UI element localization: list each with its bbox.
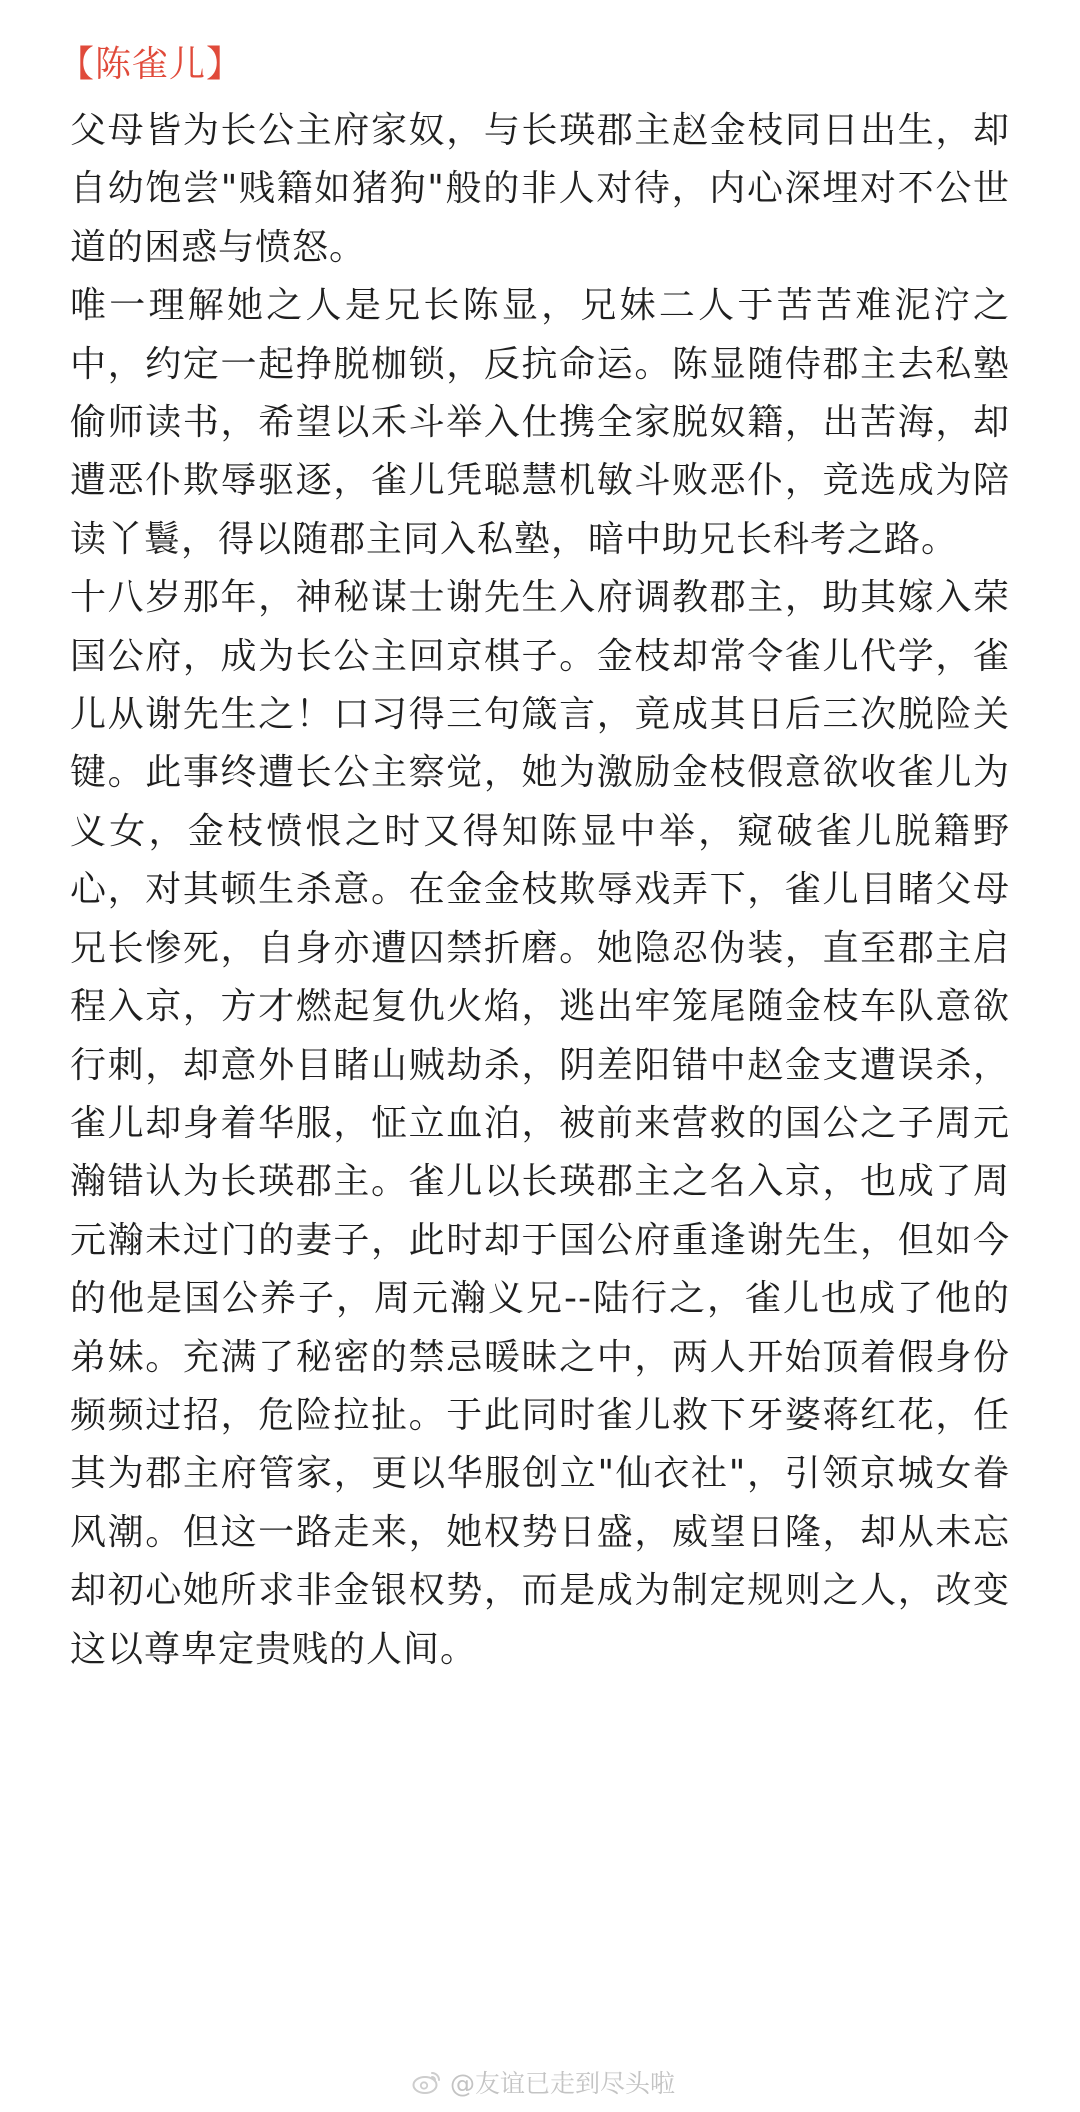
- watermark-text: @友谊已走到尽头啦: [450, 2069, 676, 2098]
- weibo-watermark: [412, 2066, 675, 2098]
- paragraph-2: 唯一理解她之人是兄长陈显，兄妹二人于苦苦难泥泞之中，约定一起挣脱枷锁，反抗命运。陈显随侍郡主去私塾偷师读书，希望以禾斗举入仕携全家脱奴籍，出苦海，却遭恶仆欺辱驱逐，雀儿凭聪慧机敏斗败恶仆，竞选成为陪读丫鬟，得以随郡主同入私塾，暗中助兄长科考之路。: [70, 285, 1010, 560]
- paragraph-1: 父母皆为长公主府家奴，与长瑛郡主赵金枝同日出生，却自幼饱尝"贱籍如猪狗"般的非人对待，内心深埋对不公世道的困惑与愤怒。: [70, 110, 1010, 268]
- section-title: 【陈雀儿】: [58, 44, 244, 85]
- article: [58, 40, 1010, 1679]
- paragraph-3: 十八岁那年，神秘谋士谢先生入府调教郡主，助其嫁入荣国公府，成为长公主回京棋子。金枝却常令雀儿代学，雀儿从谢先生之！口习得三句箴言，竟成其日后三次脱险关键。此事终遭长公主察觉，她为激励金枝假意欲收雀儿为义女，金枝愤恨之时又得知陈显中举，窥破雀儿脱籍野心，对其顿生杀意。在金金枝欺辱戏弄下，雀儿目睹父母兄长惨死，自身亦遭囚禁折磨。她隐忍伪装，直至郡主启程入京，方才燃起复仇火焰，逃出牢笼尾随金枝车队意欲行刺，却意外目睹山贼劫杀，阴差阳错中赵金支遭误杀，雀儿却身着华服，怔立血泊，被前来营救的国公之子周元瀚错认为长瑛郡主。雀儿以长瑛郡主之名入京，也成了周元瀚未过门的妻子，此时却于国公府重逢谢先生，但如今的他是国公养子，周元瀚义兄--陆行之，雀儿也成了他的弟妹。充满了秘密的禁忌暖昧之中，两人开始顶着假身份频频过招，危险拉扯。于此同时雀儿救下牙婆蒋红花，任其为郡主府管家，更以华服创立"仙衣社"，引领京城女眷风潮。但这一路走来，她权势日盛，威望日隆，却从未忘却初心她所求非金银权势，而是成为制定规则之人，改变这以尊卑定贵贱的人间。: [70, 577, 1010, 1670]
- weibo-icon: [412, 2069, 442, 2095]
